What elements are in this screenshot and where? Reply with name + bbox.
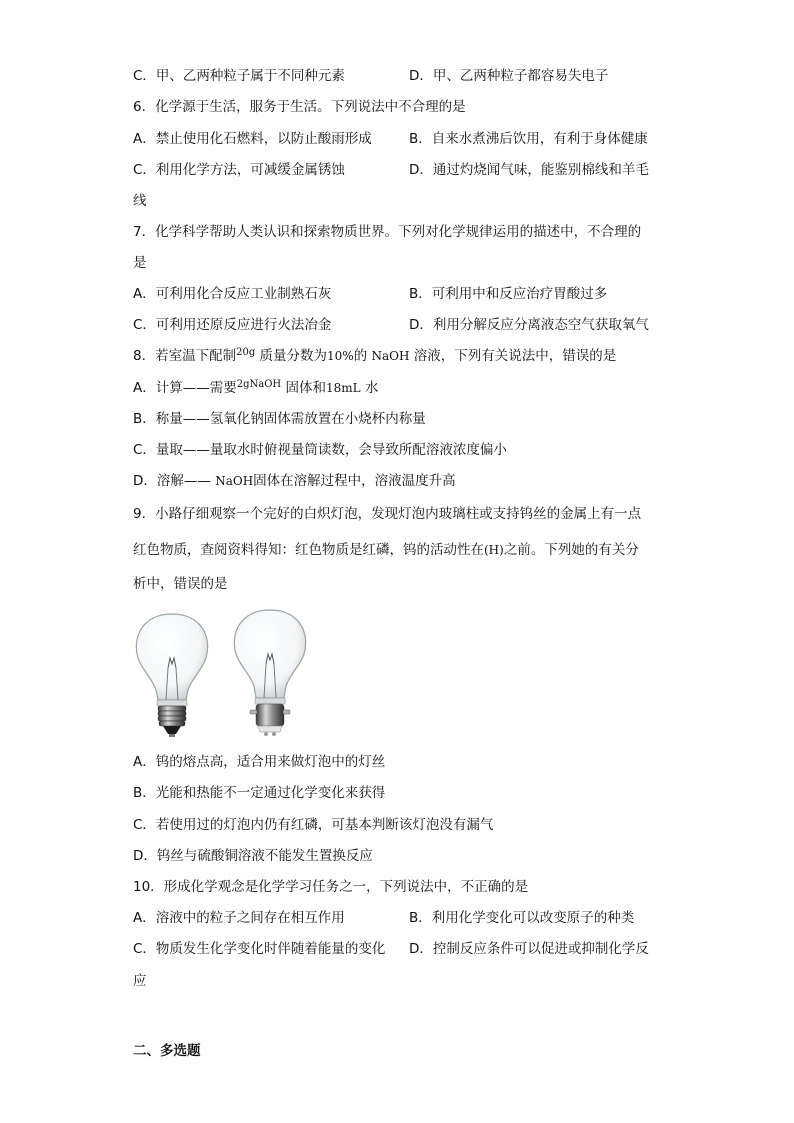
- q7-stem: 7．化学科学帮助人类认识和探索物质世界。下列对化学规律运用的描述中，不合理的: [133, 224, 642, 240]
- q8-a-text: A．计算——需要: [133, 380, 237, 396]
- q9-option-a[interactable]: A．钨的熔点高，适合用来做灯泡中的灯丝: [133, 754, 386, 770]
- q8-d-text2: 固体在溶解过程中，溶液温度升高: [253, 473, 456, 489]
- bulb-screw-base: [136, 614, 207, 737]
- q9-option-d[interactable]: D．钨丝与硫酸铜溶液不能发生置换反应: [133, 848, 373, 864]
- q6-option-d-wrap: 线: [133, 193, 147, 209]
- bulb-bayonet-base: [234, 610, 305, 736]
- q9-option-c[interactable]: C．若使用过的灯泡内仍有红磷，可基本判断该灯泡没有漏气: [133, 817, 494, 833]
- q10-option-a[interactable]: A．溶液中的粒子之间存在相互作用: [133, 910, 345, 926]
- q8-stem: [133, 346, 616, 368]
- q10-stem: 10．形成化学观念是化学学习任务之一，下列说法中，不正确的是: [133, 879, 529, 895]
- q9-stem-1: 9．小路仔细观察一个完好的白炽灯泡，发现灯泡内玻璃柱或支持钨丝的金属上有一点: [133, 506, 642, 522]
- q6-option-b[interactable]: B．自来水煮沸后饮用，有利于身体健康: [409, 131, 648, 147]
- q7-option-d[interactable]: D．利用分解反应分离液态空气获取氧气: [409, 317, 649, 333]
- q8-stem-text: 8．若室温下配制: [133, 348, 237, 364]
- q8-option-b[interactable]: B．称量——氢氧化钠固体需放置在小烧杯内称量: [133, 411, 426, 427]
- section-heading-multiple-choice: 二、多选题: [133, 1043, 201, 1059]
- q9-stem-2-text: 红色物质，查阅资料得知：红色物质是红磷，钨的活动性在: [133, 542, 484, 558]
- q6-option-a[interactable]: A．禁止使用化石燃料，以防止酸雨形成: [133, 131, 372, 147]
- q9-stem-3: 析中，错误的是: [133, 576, 228, 592]
- q8-a-volume: 18mL: [325, 381, 361, 395]
- q9-hydrogen: (H): [484, 543, 504, 557]
- q9-option-b[interactable]: B．光能和热能不一定通过化学变化来获得: [133, 785, 386, 801]
- q7-option-c[interactable]: C．可利用还原反应进行火法冶金: [133, 317, 332, 333]
- q9-stem-2-text2: 之前。下列她的有关分: [503, 542, 639, 558]
- q6-option-c[interactable]: C．利用化学方法，可减缓金属锈蚀: [133, 162, 345, 178]
- q7-option-a[interactable]: A．可利用化合反应工业制熟石灰: [133, 286, 332, 302]
- q8-stem-text2: 质量分数为: [259, 348, 328, 364]
- q10-option-b[interactable]: B．利用化学变化可以改变原子的种类: [409, 910, 635, 926]
- q5-option-d[interactable]: D．甲、乙两种粒子都容易失电子: [409, 68, 609, 84]
- q10-option-d[interactable]: D．控制反应条件可以促进或抑制化学反: [409, 941, 649, 957]
- q8-option-c[interactable]: C．量取——量取水时俯视量筒读数，会导致所配溶液浓度偏小: [133, 442, 507, 458]
- q8-percent: 10%: [327, 349, 354, 363]
- q10-option-c[interactable]: C．物质发生化学变化时伴随着能量的变化: [133, 941, 386, 957]
- q8-a-text3: 水: [364, 380, 379, 396]
- q7-option-b[interactable]: B．可利用中和反应治疗胃酸过多: [409, 286, 608, 302]
- q8-d-formula: NaOH: [215, 474, 254, 488]
- q8-d-text: D．溶解——: [133, 473, 211, 489]
- q5-option-c[interactable]: C．甲、乙两种粒子属于不同种元素: [133, 68, 345, 84]
- q8-option-a[interactable]: [133, 378, 378, 400]
- light-bulbs-image: [130, 608, 320, 740]
- q6-option-d[interactable]: D．通过灼烧闻气味，能鉴别棉线和羊毛: [409, 162, 649, 178]
- q8-option-d[interactable]: [133, 471, 456, 491]
- q8-a-mass: 2g: [236, 379, 250, 390]
- q8-a-formula: NaOH: [249, 379, 282, 390]
- q8-a-text2: 固体和: [285, 380, 326, 396]
- q9-stem-2: [133, 540, 639, 560]
- q8-formula: NaOH: [371, 349, 410, 363]
- q8-stem-text3: 的: [353, 348, 368, 364]
- q10-option-d-wrap: 应: [133, 973, 147, 989]
- q8-mass: 20g: [236, 347, 256, 358]
- q6-stem: 6．化学源于生活，服务于生活。下列说法中不合理的是: [133, 99, 466, 115]
- q7-stem-wrap: 是: [133, 255, 147, 271]
- q8-stem-text4: 溶液，下列有关说法中，错误的是: [413, 348, 617, 364]
